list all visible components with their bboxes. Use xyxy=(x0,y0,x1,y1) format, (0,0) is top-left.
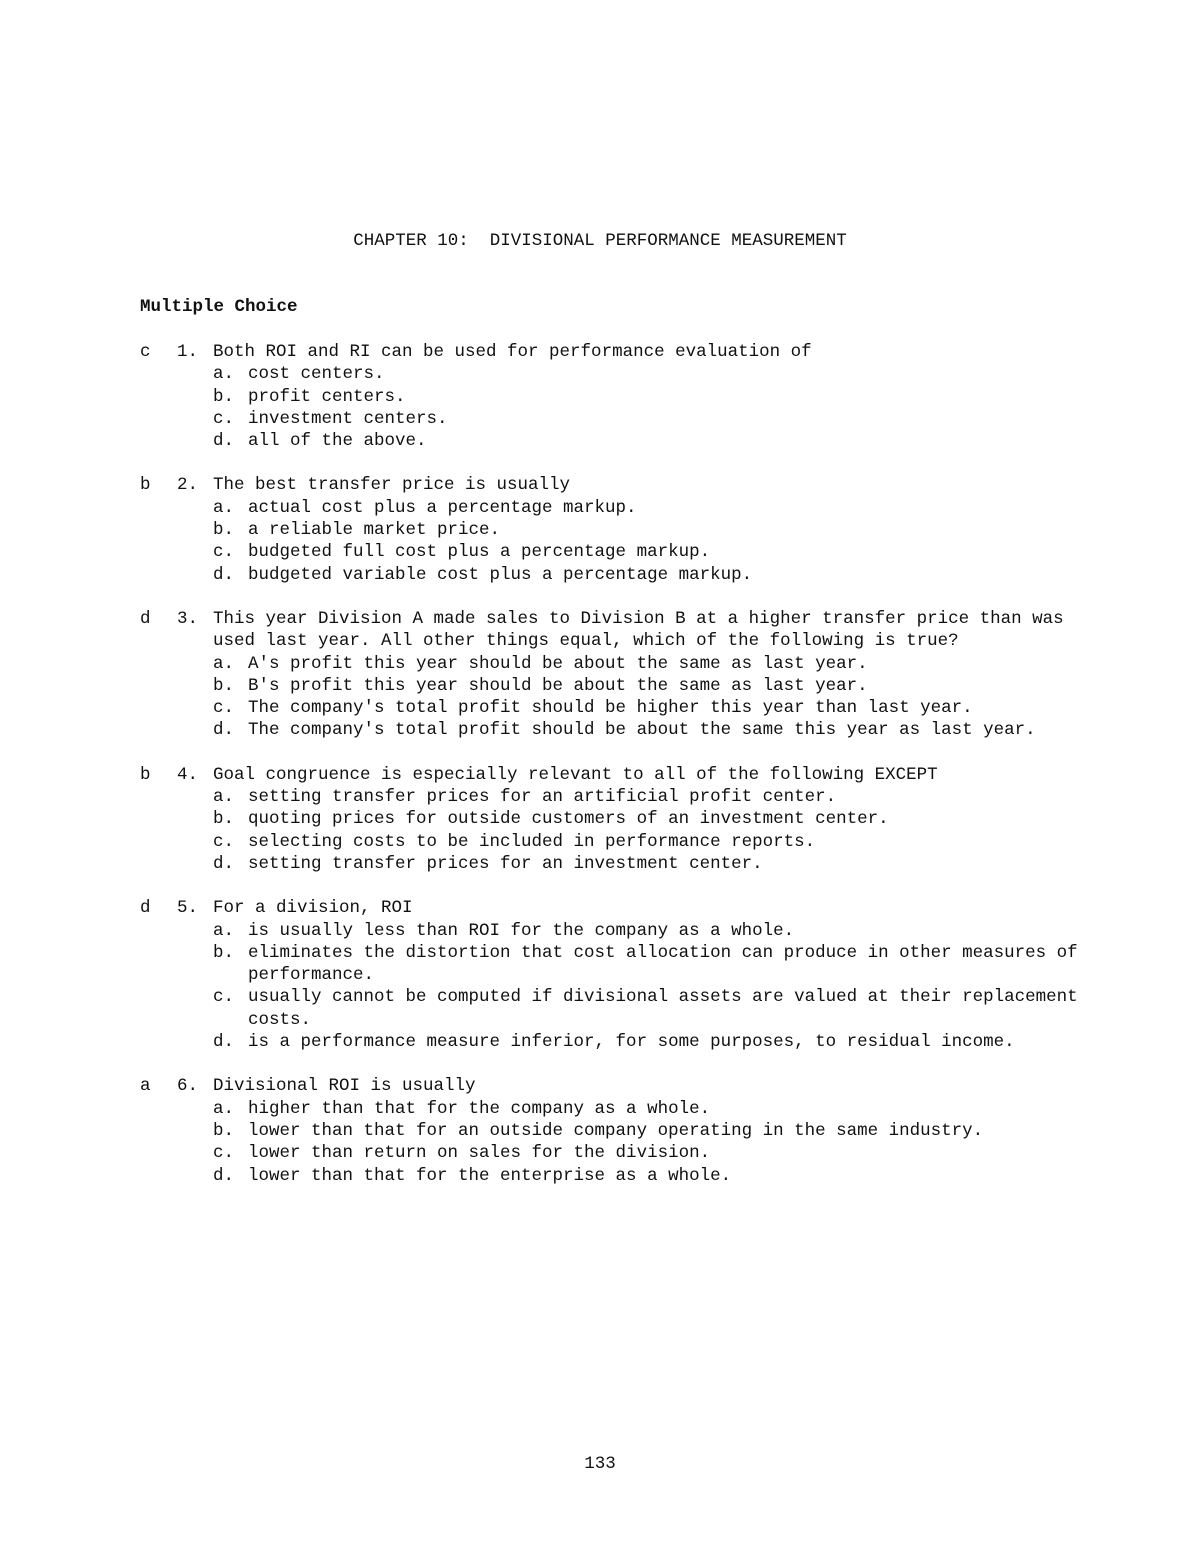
question-text: Both ROI and RI can be used for performance evaluation of xyxy=(213,342,812,362)
chapter-title: CHAPTER 10: DIVISIONAL PERFORMANCE MEASUREMENT xyxy=(353,231,847,251)
option-letter: a. xyxy=(213,920,235,941)
option-text: lower than return on sales for the division. xyxy=(248,1143,711,1164)
option-d xyxy=(213,853,1100,875)
question-text: This year Division A made sales to Division B at a higher transfer price than was used last year. All other things equal, which of the following is true? xyxy=(213,608,1075,652)
option-a xyxy=(213,920,1100,942)
option-a xyxy=(213,786,1100,808)
option-letter: d. xyxy=(213,720,235,741)
option-list xyxy=(213,920,1100,1054)
question-list xyxy=(140,341,1100,1209)
option-text: B's profit this year should be about the same as last year. xyxy=(248,675,868,696)
option-letter: d. xyxy=(213,1032,235,1053)
option-text: eliminates the distortion that cost allocation can produce in other measures of performance. xyxy=(248,942,1089,986)
option-letter: c. xyxy=(213,698,235,719)
option-list xyxy=(213,653,1100,742)
option-letter: c. xyxy=(213,831,235,852)
option-text: The company's total profit should be about the same this year as last year. xyxy=(248,720,1036,741)
option-text: a reliable market price. xyxy=(248,520,501,541)
section-heading: Multiple Choice xyxy=(140,297,298,317)
option-text: is a performance measure inferior, for some purposes, to residual income. xyxy=(248,1032,1015,1053)
option-b xyxy=(213,808,1100,830)
option-letter: b. xyxy=(213,1120,235,1141)
option-text: selecting costs to be included in performance reports. xyxy=(248,831,816,852)
option-letter: b. xyxy=(213,520,235,541)
answer-key: c xyxy=(140,342,151,362)
option-text: budgeted full cost plus a percentage markup. xyxy=(248,542,711,563)
option-d xyxy=(213,430,1100,452)
option-d xyxy=(213,1031,1100,1053)
option-letter: b. xyxy=(213,386,235,407)
question-5 xyxy=(140,897,1100,1053)
option-c xyxy=(213,408,1100,430)
option-b xyxy=(213,942,1100,987)
option-text: A's profit this year should be about the same as last year. xyxy=(248,653,868,674)
option-text: all of the above. xyxy=(248,431,427,452)
option-letter: a. xyxy=(213,497,235,518)
option-b xyxy=(213,519,1100,541)
option-list xyxy=(213,1098,1100,1187)
answer-key: d xyxy=(140,898,151,919)
option-text: lower than that for the enterprise as a whole. xyxy=(248,1165,732,1186)
option-b xyxy=(213,675,1100,697)
option-letter: d. xyxy=(213,1165,235,1186)
question-number: 3. xyxy=(177,608,199,629)
option-d xyxy=(213,1165,1100,1187)
question-text: The best transfer price is usually xyxy=(213,475,571,496)
option-a xyxy=(213,497,1100,519)
option-c xyxy=(213,986,1100,1031)
option-text: lower than that for an outside company operating in the same industry. xyxy=(248,1120,984,1141)
option-c xyxy=(213,541,1100,563)
option-c xyxy=(213,831,1100,853)
option-letter: d. xyxy=(213,431,235,452)
option-list xyxy=(213,786,1100,875)
option-letter: c. xyxy=(213,987,235,1008)
option-letter: c. xyxy=(213,542,235,563)
option-letter: a. xyxy=(213,653,235,674)
option-a xyxy=(213,1098,1100,1120)
option-letter: b. xyxy=(213,809,235,830)
option-letter: b. xyxy=(213,942,235,963)
option-letter: c. xyxy=(213,408,235,429)
option-text: investment centers. xyxy=(248,408,448,429)
option-text: is usually less than ROI for the company as a whole. xyxy=(248,920,795,941)
option-letter: b. xyxy=(213,675,235,696)
option-d xyxy=(213,719,1100,741)
question-6 xyxy=(140,1075,1100,1186)
question-number: 5. xyxy=(177,898,199,919)
option-text: actual cost plus a percentage markup. xyxy=(248,497,637,518)
option-letter: d. xyxy=(213,564,235,585)
option-letter: d. xyxy=(213,853,235,874)
page-number: 133 xyxy=(584,1454,616,1474)
question-number: 2. xyxy=(177,475,199,496)
option-c xyxy=(213,1142,1100,1164)
question-2 xyxy=(140,474,1100,585)
option-text: The company's total profit should be higher this year than last year. xyxy=(248,698,973,719)
option-text: usually cannot be computed if divisional assets are valued at their replacement costs. xyxy=(248,987,1089,1030)
question-text: For a division, ROI xyxy=(213,898,413,919)
question-number: 6. xyxy=(177,1076,199,1097)
option-letter: c. xyxy=(213,1143,235,1164)
option-d xyxy=(213,564,1100,586)
option-text: profit centers. xyxy=(248,386,406,407)
option-letter: a. xyxy=(213,364,235,385)
question-4 xyxy=(140,764,1100,875)
option-list xyxy=(213,497,1100,586)
option-text: setting transfer prices for an artificial profit center. xyxy=(248,787,837,808)
option-list xyxy=(213,363,1100,452)
answer-key: b xyxy=(140,764,151,785)
option-letter: a. xyxy=(213,787,235,808)
option-text: higher than that for the company as a whole. xyxy=(248,1098,711,1119)
answer-key: a xyxy=(140,1076,151,1097)
question-number: 4. xyxy=(177,764,199,785)
option-text: budgeted variable cost plus a percentage markup. xyxy=(248,564,753,585)
option-text: setting transfer prices for an investment center. xyxy=(248,853,763,874)
option-letter: a. xyxy=(213,1098,235,1119)
question-text: Goal congruence is especially relevant to all of the following EXCEPT xyxy=(213,764,938,785)
question-1 xyxy=(140,341,1100,452)
answer-key: b xyxy=(140,475,151,496)
option-text: quoting prices for outside customers of an investment center. xyxy=(248,809,889,830)
question-text: Divisional ROI is usually xyxy=(213,1076,476,1097)
option-b xyxy=(213,386,1100,408)
answer-key: d xyxy=(140,608,151,629)
option-text: cost centers. xyxy=(248,364,385,385)
option-a xyxy=(213,363,1100,385)
option-a xyxy=(213,653,1100,675)
question-3 xyxy=(140,608,1100,742)
option-c xyxy=(213,697,1100,719)
question-number: 1. xyxy=(177,342,199,362)
option-b xyxy=(213,1120,1100,1142)
